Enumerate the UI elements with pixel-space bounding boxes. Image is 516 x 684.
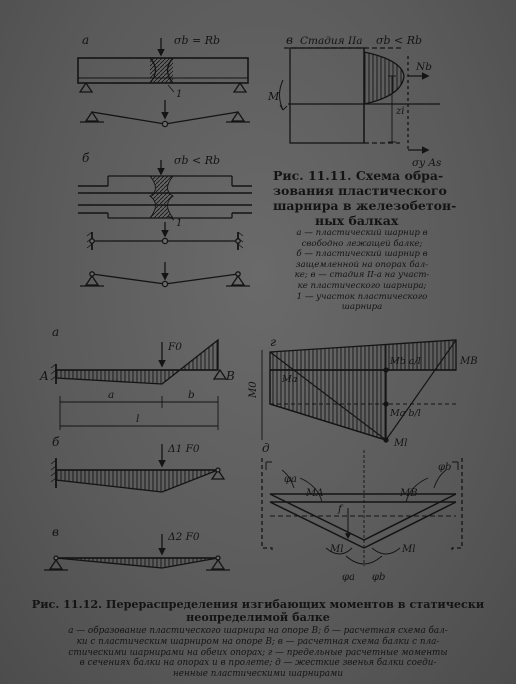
- fig2-g-diagram: [262, 340, 456, 442]
- fig2-dim-b: b: [188, 389, 195, 401]
- fig1-caption-line: Рис. 11.11. Схема обра-: [273, 168, 444, 183]
- fig1-M-label: M: [268, 90, 280, 103]
- fig1-one-b: 1: [176, 218, 183, 229]
- fig1-legend-line: б — пластический шарнир в: [296, 249, 428, 260]
- fig2-phi-a-top: φa: [284, 474, 297, 485]
- fig2-legend-line: ки с пластическим шарниром на опоре B; в — расчетная схема балки с пла-: [76, 636, 440, 647]
- fig1-Nb-label: Nb: [416, 61, 432, 73]
- fig2-phi-b-top: φb: [438, 462, 452, 473]
- fig1-caption-line: зования пластического: [273, 183, 447, 198]
- fig2-label-a: а: [52, 325, 60, 339]
- fig2-legend-line: в сечениях балки на опорах и в пролете; д — жесткие звенья балки соеди-: [79, 658, 437, 669]
- fig1-legend-line: а — пластический шарнир в: [296, 228, 428, 238]
- fig2-support-B: B: [226, 369, 235, 383]
- fig2-label-g: г: [270, 335, 277, 349]
- fig1-stage-label: Стадия IIа: [300, 35, 363, 47]
- fig2-f-label: f: [338, 503, 342, 515]
- fig2-phi-b-bot: φb: [372, 572, 386, 583]
- fig2-legend-line: стическими шарнирами на обеих опорах; г — предельные расчетные моменты: [68, 647, 448, 658]
- fig1-caption-line: ных балках: [315, 213, 399, 228]
- fig2-caption-line: Рис. 11.12. Перераспределения изгибающих моментов в статически: [31, 597, 485, 611]
- fig1-label-a: а: [82, 33, 90, 47]
- fig2-caption-line: неопределимой балке: [186, 610, 330, 624]
- fig2-Mb-a-l-label: Mb a/l: [390, 356, 421, 367]
- fig1-b-beam: [78, 160, 252, 287]
- fig1-legend-line: ке пластического шарнира;: [297, 280, 427, 291]
- fig2-dim-a: a: [108, 389, 115, 401]
- fig2-legend: [10, 626, 506, 680]
- fig1-label-v: в: [286, 33, 293, 47]
- fig2-D2F0-label: Δ2 F0: [168, 531, 200, 543]
- fig1-one-a: 1: [176, 89, 183, 100]
- fig1-legend-line: 1 — участок пластического: [296, 291, 428, 302]
- fig2-M0-label: M0: [248, 381, 259, 398]
- fig2-d-diagram: [262, 450, 462, 566]
- fig2-label-v: в: [52, 525, 59, 539]
- fig1-caption: [273, 168, 456, 228]
- fig2-MB-d-label: MB: [400, 488, 418, 499]
- fig2-MB-label: MB: [460, 356, 478, 367]
- fig1-sigma-lt-label: σb < Rb: [174, 154, 221, 167]
- fig2-v-diagram: [44, 534, 230, 570]
- fig1-legend-line: свободно лежащей балке;: [301, 238, 423, 249]
- fig2-support-A: A: [40, 369, 49, 383]
- fig2-F0-label: F0: [168, 341, 182, 353]
- fig1-label-b: б: [82, 151, 90, 165]
- fig1-legend-line: шарнира: [341, 302, 383, 313]
- fig2-Ml-right: Ml: [402, 544, 416, 555]
- fig2-caption: [14, 598, 502, 624]
- fig2-legend-line: а — образование пластического шарнира на опоре B; б — расчетная схема бал-: [68, 626, 448, 636]
- fig2-label-d: д: [262, 441, 270, 455]
- fig2-D1F0-label: Δ1 F0: [168, 443, 200, 455]
- fig1-legend: [276, 228, 448, 313]
- fig2-Ml-left: Ml: [330, 544, 344, 555]
- fig1-legend-line: защемленной на опорах бал-: [295, 259, 429, 270]
- fig2-dim-l: l: [136, 413, 140, 425]
- fig1-sigma-eq-label: σb = Rb: [174, 34, 221, 47]
- fig2-Ma-label: Ma: [282, 374, 298, 385]
- fig2-Ml-label: Ml: [394, 438, 408, 449]
- fig1-a-beam: [78, 38, 250, 127]
- fig1-caption-line: шарнира в железобетон-: [273, 198, 457, 213]
- fig2-Ma-b-l-label: Ma b/l: [390, 408, 421, 419]
- fig1-sAs-label: σy As: [412, 157, 442, 169]
- fig2-MA-d-label: MA: [306, 488, 324, 499]
- fig2-legend-line: ненные пластическими шарнирами: [173, 669, 343, 680]
- fig2-phi-a-bot: φa: [342, 572, 355, 583]
- fig1-legend-line: ке; в — стадия II-а на участ-: [294, 270, 430, 281]
- fig1-v-sigma-label: σb < Rb: [376, 34, 423, 47]
- fig2-label-b: б: [52, 435, 60, 449]
- fig1-zi-label: zi: [396, 106, 405, 117]
